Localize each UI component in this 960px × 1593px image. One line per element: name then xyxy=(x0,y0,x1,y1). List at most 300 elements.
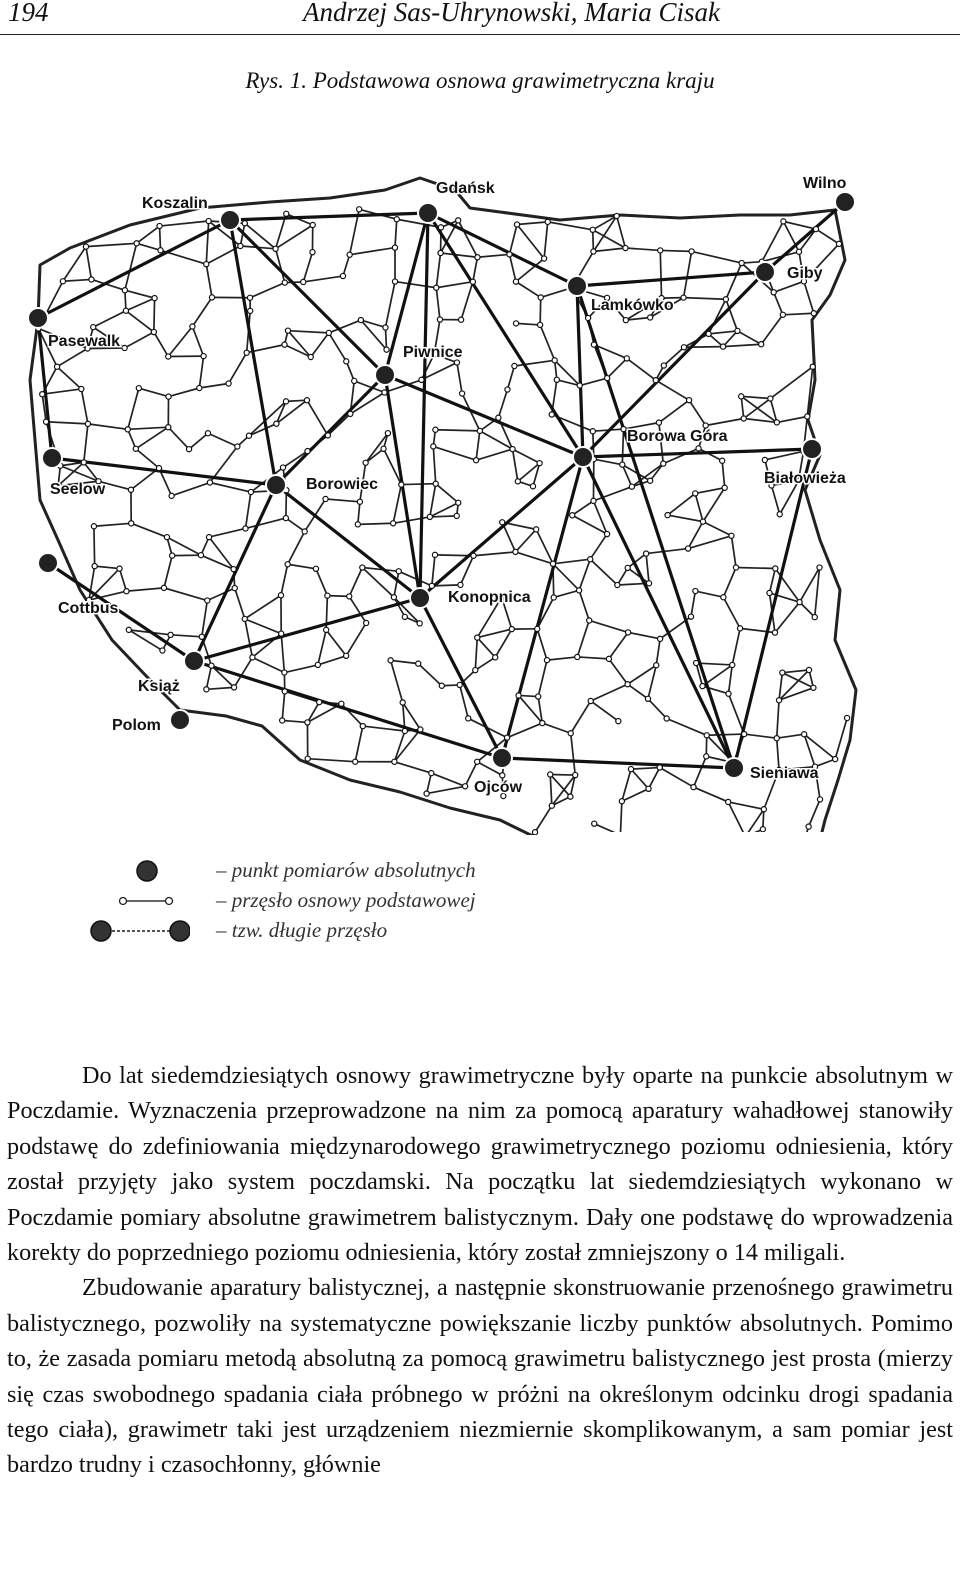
map-legend xyxy=(90,858,610,958)
network-node xyxy=(704,754,709,759)
network-node xyxy=(360,565,365,570)
network-node xyxy=(644,551,649,556)
network-node xyxy=(509,627,514,632)
network-node xyxy=(686,398,691,403)
network-node xyxy=(496,415,501,420)
network-node xyxy=(777,512,782,517)
network-node xyxy=(733,565,738,570)
network-node xyxy=(391,521,396,526)
network-node xyxy=(282,342,287,347)
absolute-point-marker xyxy=(42,448,62,468)
network-node xyxy=(616,719,621,724)
absolute-point-marker xyxy=(835,192,855,212)
network-node xyxy=(344,653,349,658)
network-node xyxy=(833,757,838,762)
network-node xyxy=(207,480,212,485)
network-node xyxy=(623,245,628,250)
network-node xyxy=(768,396,773,401)
network-node xyxy=(382,390,387,395)
network-node xyxy=(658,248,663,253)
network-span xyxy=(660,250,691,251)
network-node xyxy=(238,243,243,248)
network-node xyxy=(434,285,439,290)
network-node xyxy=(385,431,390,436)
network-node xyxy=(505,387,510,392)
network-node xyxy=(693,588,698,593)
network-node xyxy=(432,552,437,557)
station-label-giby: Giby xyxy=(787,265,823,282)
network-span xyxy=(401,484,435,485)
network-node xyxy=(700,519,705,524)
network-node xyxy=(283,399,288,404)
network-node xyxy=(91,325,96,330)
network-node xyxy=(157,223,162,228)
network-node xyxy=(315,662,320,667)
network-node xyxy=(590,227,595,232)
figure-caption: Rys. 1. Podstawowa osnowa grawimetryczna kraju xyxy=(245,68,715,93)
absolute-point-marker xyxy=(170,710,190,730)
network-node xyxy=(645,696,650,701)
network-node xyxy=(588,557,593,562)
network-node xyxy=(347,594,352,599)
network-node xyxy=(681,295,686,300)
network-node xyxy=(209,663,214,668)
station-label-sieniawa: Sieniawa xyxy=(750,765,819,782)
network-node xyxy=(170,553,175,558)
network-node xyxy=(621,426,626,431)
network-node xyxy=(456,500,461,505)
network-node xyxy=(454,513,459,518)
network-node xyxy=(586,315,591,320)
network-node xyxy=(355,522,360,527)
network-node xyxy=(325,593,330,598)
station-label-lamkówko: Lamkówko xyxy=(591,297,674,314)
network-span xyxy=(550,774,575,775)
network-node xyxy=(206,534,211,539)
network-node xyxy=(231,685,236,690)
absolute-point-symbol-icon xyxy=(90,858,190,884)
station-label-piwnice: Piwnice xyxy=(403,344,463,361)
map-svg xyxy=(0,120,960,980)
network-node xyxy=(136,386,141,391)
network-node xyxy=(776,698,781,703)
network-node xyxy=(723,297,728,302)
station-label-książ: Książ xyxy=(138,678,180,695)
legend-label-long-span: – tzw. długie przęsło xyxy=(216,918,388,942)
network-node xyxy=(806,667,811,672)
network-node xyxy=(92,563,97,568)
network-node xyxy=(811,685,816,690)
network-node xyxy=(629,484,634,489)
network-node xyxy=(313,566,318,571)
network-node xyxy=(353,759,358,764)
network-node xyxy=(424,791,429,796)
network-node xyxy=(726,691,731,696)
network-node xyxy=(166,354,171,359)
network-node xyxy=(474,458,479,463)
network-node xyxy=(427,514,432,519)
network-node xyxy=(575,654,580,659)
network-node xyxy=(685,546,690,551)
network-node xyxy=(199,634,204,639)
network-node xyxy=(186,447,191,452)
network-node xyxy=(473,668,478,673)
network-span xyxy=(94,526,95,566)
network-node xyxy=(693,491,698,496)
network-node xyxy=(54,364,59,369)
network-node xyxy=(623,318,628,323)
network-node xyxy=(475,635,480,640)
station-label-cottbus: Cottbus xyxy=(58,600,119,617)
network-node xyxy=(429,770,434,775)
network-node xyxy=(530,484,535,489)
network-node xyxy=(773,566,778,571)
network-node xyxy=(741,416,746,421)
network-node xyxy=(198,553,203,558)
network-node xyxy=(810,364,815,369)
network-node xyxy=(308,354,313,359)
network-node xyxy=(129,521,134,526)
network-node xyxy=(658,636,663,641)
network-node xyxy=(347,252,352,257)
network-node xyxy=(123,308,128,313)
network-node xyxy=(780,670,785,675)
network-node xyxy=(352,378,357,383)
network-node xyxy=(681,345,686,350)
network-node xyxy=(534,527,539,532)
network-node xyxy=(538,322,543,327)
network-node xyxy=(817,565,822,570)
network-span xyxy=(540,297,541,324)
network-node xyxy=(515,479,520,484)
network-node xyxy=(661,363,666,368)
network-node xyxy=(721,595,726,600)
network-node xyxy=(383,325,388,330)
network-node xyxy=(305,720,310,725)
network-node xyxy=(606,656,611,661)
network-node xyxy=(813,226,818,231)
network-node xyxy=(648,478,653,483)
network-node xyxy=(232,586,237,591)
network-node xyxy=(774,736,779,741)
network-node xyxy=(516,693,521,698)
network-span xyxy=(358,523,393,524)
network-node xyxy=(477,428,482,433)
network-node xyxy=(126,627,131,632)
network-node xyxy=(696,446,701,451)
network-node xyxy=(122,345,127,350)
network-node xyxy=(284,211,289,216)
absolute-point-marker xyxy=(755,262,775,282)
network-node xyxy=(152,296,157,301)
network-node xyxy=(475,255,480,260)
absolute-point-marker xyxy=(418,203,438,223)
network-node xyxy=(532,830,537,835)
page-number: 194 xyxy=(8,0,49,27)
legend-label-span: – przęsło osnowy podstawowej xyxy=(216,888,476,912)
network-node xyxy=(762,457,767,462)
network-node xyxy=(317,700,322,705)
network-node xyxy=(544,658,549,663)
network-node xyxy=(458,582,463,587)
network-node xyxy=(158,248,163,253)
network-node xyxy=(661,461,666,466)
network-node xyxy=(802,732,807,737)
absolute-point-marker xyxy=(266,475,286,495)
network-node xyxy=(310,222,315,227)
network-node xyxy=(417,621,422,626)
network-node xyxy=(357,499,362,504)
network-node xyxy=(282,280,287,285)
network-node xyxy=(128,487,133,492)
network-node xyxy=(513,321,518,326)
network-span xyxy=(154,298,155,332)
paragraph-1: Do lat siedemdziesiątych osnowy grawimetryczne były oparte na punkcie absolutnym w Poczdamie. Wyznaczenia przeprowadzone na nim za pomocą aparatury wahadłowej stanowiły podstawę do zdefiniowania międzynarodowego grawimetrycznego poziomu odniesienia, który został przyjęty jako system poczdamski. Na początku lat siedemdziesiątych wykonano w Poczdamie pomiary absolutne grawimetrem balistycznym. Dały one podstawę do wprowadzenia korekty do poprzedniego poziomu odniesienia, który został zmniejszony o 14 miligali. xyxy=(7,1062,953,1267)
network-node xyxy=(549,412,554,417)
network-node xyxy=(416,661,421,666)
network-node xyxy=(512,363,517,368)
network-node xyxy=(348,411,353,416)
network-node xyxy=(394,217,399,222)
network-node xyxy=(780,312,785,317)
network-node xyxy=(339,701,344,706)
network-node xyxy=(648,315,653,320)
network-node xyxy=(429,583,434,588)
network-node xyxy=(591,342,596,347)
network-node xyxy=(117,566,122,571)
network-span xyxy=(430,516,457,517)
network-node xyxy=(340,273,345,278)
legend-backdrop xyxy=(596,832,960,980)
network-node xyxy=(806,824,811,829)
network-node xyxy=(274,421,279,426)
network-node xyxy=(242,616,247,621)
network-node xyxy=(168,632,173,637)
network-node xyxy=(169,493,174,498)
network-node xyxy=(248,489,253,494)
network-node xyxy=(226,381,231,386)
network-node xyxy=(160,648,165,653)
network-node xyxy=(615,582,620,587)
network-node xyxy=(166,425,171,430)
network-node xyxy=(729,533,734,538)
network-node xyxy=(730,662,735,667)
network-node xyxy=(344,359,349,364)
network-node xyxy=(250,655,255,660)
network-node xyxy=(323,496,328,501)
network-node xyxy=(396,569,401,574)
network-node xyxy=(438,250,443,255)
network-node xyxy=(552,358,557,363)
network-node xyxy=(392,245,397,250)
station-label-gdańsk: Gdańsk xyxy=(436,180,495,197)
network-node xyxy=(694,660,699,665)
network-node xyxy=(43,419,48,424)
station-label-wilno: Wilno xyxy=(803,175,847,192)
network-node xyxy=(664,716,669,721)
network-node xyxy=(811,311,816,316)
network-node xyxy=(247,295,252,300)
network-node xyxy=(537,461,542,466)
network-node xyxy=(459,317,464,322)
network-node xyxy=(244,350,249,355)
network-node xyxy=(360,723,365,728)
network-node xyxy=(243,526,248,531)
network-node xyxy=(205,598,210,603)
network-node xyxy=(796,249,801,254)
network-node xyxy=(166,394,171,399)
network-node xyxy=(507,252,512,257)
legend-row-absolute xyxy=(90,858,610,884)
station-label-borowiec: Borowiec xyxy=(306,476,379,493)
absolute-point-marker xyxy=(28,308,48,328)
network-node xyxy=(326,330,331,335)
network-node xyxy=(646,581,651,586)
network-node xyxy=(514,222,519,227)
network-node xyxy=(209,295,214,300)
network-node xyxy=(124,589,129,594)
network-node xyxy=(688,614,693,619)
network-node xyxy=(475,759,480,764)
station-label-koszalin: Koszalin xyxy=(142,195,208,212)
network-node xyxy=(845,715,850,720)
network-node xyxy=(402,728,407,733)
network-node xyxy=(551,595,556,600)
network-node xyxy=(231,567,236,572)
network-node xyxy=(656,420,661,425)
network-node xyxy=(577,588,582,593)
network-node xyxy=(653,378,658,383)
absolute-point-marker xyxy=(184,651,204,671)
network-node xyxy=(60,279,65,284)
network-node xyxy=(324,627,329,632)
network-node xyxy=(242,221,247,226)
network-node xyxy=(437,317,442,322)
network-node xyxy=(742,731,747,736)
network-node xyxy=(540,720,545,725)
network-node xyxy=(125,427,130,432)
network-node xyxy=(85,421,90,426)
station-label-pasewalk: Pasewalk xyxy=(48,333,121,350)
network-node xyxy=(381,446,386,451)
network-node xyxy=(205,431,210,436)
legend-row-span xyxy=(90,888,610,914)
network-node xyxy=(134,241,139,246)
station-label-polom: Polom xyxy=(112,717,161,734)
network-node xyxy=(738,626,743,631)
network-node xyxy=(628,767,633,772)
network-node xyxy=(197,385,202,390)
network-node xyxy=(122,288,127,293)
network-node xyxy=(759,342,764,347)
network-node xyxy=(720,458,725,463)
network-node xyxy=(588,698,593,703)
network-node xyxy=(79,386,84,391)
network-node xyxy=(619,799,624,804)
network-node xyxy=(81,460,86,465)
network-node xyxy=(456,218,461,223)
network-node xyxy=(40,392,45,397)
network-node xyxy=(771,290,776,295)
network-node xyxy=(614,213,619,218)
network-node xyxy=(624,356,629,361)
network-node xyxy=(722,485,727,490)
network-node xyxy=(204,262,209,267)
gravimetric-network-map xyxy=(0,120,960,980)
network-node xyxy=(384,347,389,352)
network-node xyxy=(817,797,822,802)
network-node xyxy=(206,218,211,223)
body-text xyxy=(7,1058,953,1483)
network-node xyxy=(739,394,744,399)
network-node xyxy=(704,733,709,738)
network-node xyxy=(392,279,397,284)
network-node xyxy=(392,759,397,764)
network-node xyxy=(720,344,725,349)
network-span xyxy=(736,567,775,568)
network-node xyxy=(400,700,405,705)
network-node xyxy=(625,682,630,687)
network-node xyxy=(700,684,705,689)
network-node xyxy=(767,590,772,595)
absolute-point-marker xyxy=(410,588,430,608)
network-node xyxy=(504,735,509,740)
network-node xyxy=(654,663,659,668)
network-node xyxy=(513,279,518,284)
network-node xyxy=(402,614,407,619)
network-node xyxy=(646,786,651,791)
base-span-symbol-icon xyxy=(90,888,190,914)
network-node xyxy=(466,716,471,721)
network-node xyxy=(305,756,310,761)
network-span xyxy=(593,230,594,252)
network-node xyxy=(604,531,609,536)
network-node xyxy=(592,821,597,826)
network-node xyxy=(285,562,290,567)
network-node xyxy=(310,250,315,255)
network-node xyxy=(151,329,156,334)
station-label-ojców: Ojców xyxy=(474,779,523,796)
network-node xyxy=(706,331,711,336)
network-node xyxy=(190,324,195,329)
network-node xyxy=(470,279,475,284)
absolute-point-marker xyxy=(573,447,593,467)
network-node xyxy=(772,630,777,635)
network-node xyxy=(620,462,625,467)
network-node xyxy=(304,398,309,403)
network-node xyxy=(605,376,610,381)
network-node xyxy=(587,618,592,623)
network-node xyxy=(305,448,310,453)
network-node xyxy=(248,308,253,313)
network-node xyxy=(665,512,670,517)
network-node xyxy=(156,466,161,471)
network-node xyxy=(433,427,438,432)
network-node xyxy=(797,600,802,605)
network-node xyxy=(805,414,810,419)
network-node xyxy=(590,429,595,434)
network-node xyxy=(761,807,766,812)
legend-row-long-span xyxy=(90,918,610,944)
absolute-point-marker xyxy=(220,210,240,230)
network-node xyxy=(418,727,423,732)
network-node xyxy=(500,520,505,525)
network-node xyxy=(285,328,290,333)
network-node xyxy=(273,246,278,251)
absolute-point-marker xyxy=(567,276,587,296)
network-node xyxy=(549,803,554,808)
paragraph-2: Zbudowanie aparatury balistycznej, a następnie skonstruowanie przenośnego grawimetru balistycznego, pozwoliły na systematyczne powiększanie liczby punktów absolutnych. Pomimo to, że zasada pomiaru metodą absolutną za pomocą grawimetru balistycznego jest prosta (mierzy się czas swobodnego spadania ciała próbnego w próżni na określonym odcinku drogi spadania tego ciała), grawimetr taki jest urządzeniem niezmiernie skomplikowanym, a sam pomiar jest bardzo trudny i czasochłonny, głównie xyxy=(7,1274,953,1479)
